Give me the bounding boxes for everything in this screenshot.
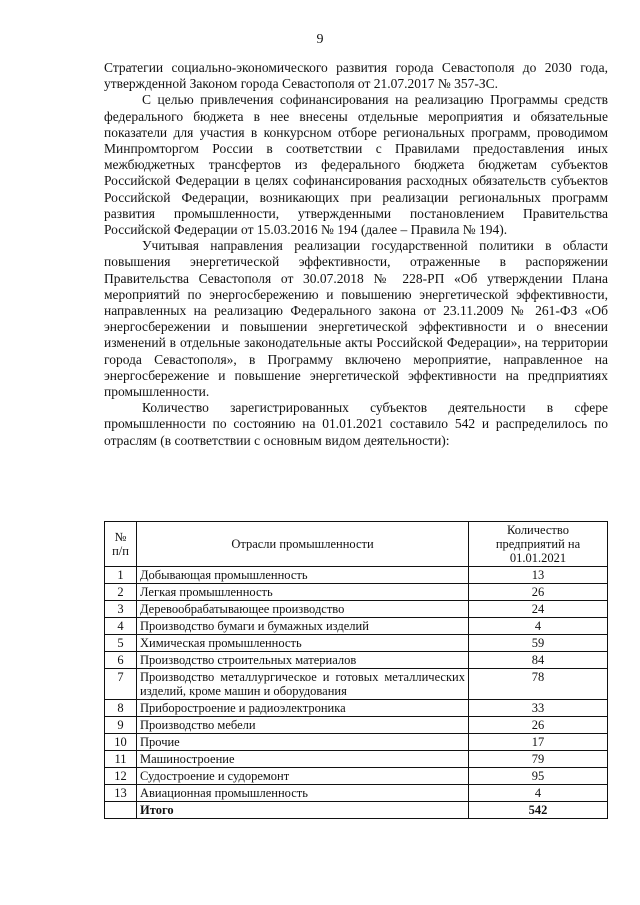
header-count: Количество предприятий на 01.01.2021	[469, 522, 608, 567]
row-count: 26	[469, 717, 608, 734]
row-count: 33	[469, 700, 608, 717]
row-industry: Производство строительных материалов	[137, 652, 469, 669]
row-industry: Авиационная промышленность	[137, 785, 469, 802]
body-text	[104, 60, 608, 449]
page-number: 9	[316, 32, 324, 47]
row-count: 84	[469, 652, 608, 669]
table-row	[105, 601, 608, 618]
paragraph: Стратегии социально-экономического развития города Севастополя до 2030 года, утвержденной Законом города Севастополя от 21.07.2017 № 357-ЗС.	[104, 60, 608, 92]
row-count: 26	[469, 584, 608, 601]
row-number: 7	[105, 669, 137, 700]
row-number: 3	[105, 601, 137, 618]
row-number: 10	[105, 734, 137, 751]
row-count: 95	[469, 768, 608, 785]
paragraph: С целью привлечения софинансирования на реализацию Программы средств федерального бюджета в нее внесены отдельные мероприятия и обязательные показатели для участия в конкурсном отборе региональных программ, проводимом Минпромторгом России в соответствии с Правилами предоставления иных межбюджетных трансфертов из федерального бюджета бюджетам субъектов Российской Федерации в целях софинансирования расходных обязательств субъектов Российской Федерации, возникающих при реализации региональных программ развития промышленности, утвержденными постановлением Правительства Российской Федерации от 15.03.2016 № 194 (далее – Правила № 194).	[104, 92, 608, 238]
table-row	[105, 734, 608, 751]
total-label: Итого	[137, 802, 469, 819]
table-body	[105, 567, 608, 819]
row-count: 17	[469, 734, 608, 751]
row-industry: Добывающая промышленность	[137, 567, 469, 584]
row-industry: Производство бумаги и бумажных изделий	[137, 618, 469, 635]
row-number: 9	[105, 717, 137, 734]
row-industry: Машиностроение	[137, 751, 469, 768]
total-row	[105, 802, 608, 819]
table-header-row	[105, 522, 608, 567]
paragraph: Количество зарегистрированных субъектов деятельности в сфере промышленности по состоянию на 01.01.2021 составило 542 и распределилось по отраслям (в соответствии с основным видом деятельности):	[104, 400, 608, 448]
row-number: 4	[105, 618, 137, 635]
header-industry: Отрасли промышленности	[137, 522, 469, 567]
row-industry: Легкая промышленность	[137, 584, 469, 601]
table-row	[105, 669, 608, 700]
table-row	[105, 751, 608, 768]
row-industry: Судостроение и судоремонт	[137, 768, 469, 785]
paragraph: Учитывая направления реализации государственной политики в области повышения энергетической эффективности, отраженные в распоряжении Правительства Севастополя от 30.07.2018 № 228-РП «Об утверждении Плана мероприятий по энергосбережению и повышению энергетической эффективности, направленных на реализацию Федерального закона от 23.11.2009 № 261-ФЗ «Об энергосбережении и повышении энергетической эффективности и о внесении изменений в отдельные законодательные акты Российской Федерации», на территории города Севастополя», в Программу включено мероприятие, направленное на энергосбережение и повышение энергетической эффективности на предприятиях промышленности.	[104, 238, 608, 400]
row-count: 13	[469, 567, 608, 584]
table-row	[105, 785, 608, 802]
row-number: 1	[105, 567, 137, 584]
row-number: 11	[105, 751, 137, 768]
table-row	[105, 584, 608, 601]
row-number: 2	[105, 584, 137, 601]
header-num: № п/п	[105, 522, 137, 567]
row-count: 79	[469, 751, 608, 768]
row-count: 24	[469, 601, 608, 618]
row-count: 59	[469, 635, 608, 652]
industries-table	[104, 521, 608, 819]
row-industry: Производство металлургическое и готовых металлических изделий, кроме машин и оборудования	[137, 669, 469, 700]
table-row	[105, 635, 608, 652]
table-row	[105, 768, 608, 785]
row-number: 12	[105, 768, 137, 785]
row-industry: Производство мебели	[137, 717, 469, 734]
row-industry: Приборостроение и радиоэлектроника	[137, 700, 469, 717]
row-number: 8	[105, 700, 137, 717]
row-number: 6	[105, 652, 137, 669]
row-number: 13	[105, 785, 137, 802]
table-row	[105, 700, 608, 717]
total-empty-cell	[105, 802, 137, 819]
table-row	[105, 567, 608, 584]
row-number: 5	[105, 635, 137, 652]
row-count: 4	[469, 618, 608, 635]
total-count: 542	[469, 802, 608, 819]
row-count: 78	[469, 669, 608, 700]
table-row	[105, 717, 608, 734]
row-count: 4	[469, 785, 608, 802]
row-industry: Прочие	[137, 734, 469, 751]
table-row	[105, 618, 608, 635]
table-row	[105, 652, 608, 669]
row-industry: Химическая промышленность	[137, 635, 469, 652]
row-industry: Деревообрабатывающее производство	[137, 601, 469, 618]
